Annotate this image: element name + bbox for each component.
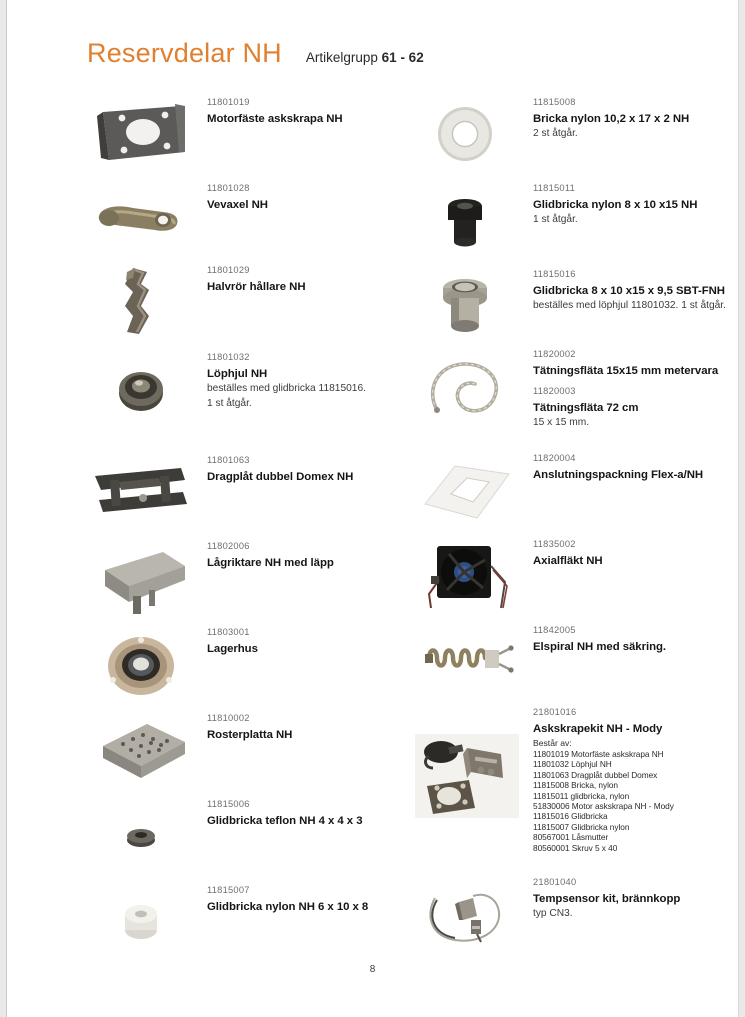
product-text	[207, 264, 412, 294]
article-number: 11801032	[207, 352, 250, 362]
nylon-washer-white-image	[89, 884, 193, 962]
product-text	[207, 712, 412, 742]
article-group-value: 61 - 62	[381, 50, 424, 65]
article-name: Lågriktare NH med läpp	[207, 557, 334, 569]
article-number: 11835002	[533, 539, 576, 549]
article-note: 15 x 15 mm.	[533, 417, 590, 428]
kit-part: 51830006 Motor askskrapa NH - Mody	[533, 801, 674, 812]
kit-part: 11815008 Bricka, nylon	[533, 780, 619, 791]
article-name: Motorfäste askskrapa NH	[207, 113, 343, 125]
sealing-braid-cord-image	[415, 348, 519, 426]
half-pipe-holder-image	[89, 264, 193, 342]
ash-scraper-kit-parts-image	[415, 734, 519, 818]
article-name: Halvrör hållare NH	[207, 281, 306, 293]
article-name: Löphjul NH	[207, 368, 268, 380]
kit-part: 11801019 Motorfäste askskrapa NH	[533, 749, 664, 759]
article-number: 11803001	[207, 627, 250, 637]
kit-parts-list	[533, 749, 738, 853]
product-text	[207, 884, 412, 914]
product-text	[207, 96, 412, 126]
double-drag-plate-image	[89, 454, 193, 532]
metal-bracket-plate-image	[89, 96, 193, 174]
temp-sensor-kit-image	[415, 876, 519, 954]
product-text	[533, 876, 738, 921]
metal-flanged-bushing-image	[415, 268, 519, 346]
connection-gasket-sheet-image	[415, 452, 519, 530]
kit-part: 80560001 Skruv 5 x 40	[533, 842, 618, 853]
article-group	[306, 50, 424, 65]
article-name: Tempsensor kit, brännkopp	[533, 893, 681, 905]
black-nylon-bushing-image	[415, 182, 519, 260]
kit-part: 11815016 Glidbricka	[533, 811, 608, 822]
kit-part: 11815007 Glidbricka nylon	[533, 821, 630, 832]
article-number: 21801016	[533, 707, 577, 717]
article-note: beställes med glidbricka 11815016.	[207, 383, 366, 394]
product-text	[533, 96, 738, 141]
article-number: 11801019	[207, 97, 250, 107]
article-name: Tätningsfläta 72 cm	[533, 402, 639, 414]
product-text	[207, 182, 412, 212]
article-name: Lagerhus	[207, 643, 258, 655]
teflon-washer-small-image	[89, 798, 193, 876]
article-name: Rosterplatta NH	[207, 729, 293, 741]
product-text	[533, 538, 738, 568]
article-name: Glidbricka 8 x 10 x15 x 9,5 SBT-FNH	[533, 285, 725, 297]
running-wheel-image	[89, 351, 193, 429]
article-number: 11815007	[207, 885, 250, 895]
article-number: 11802006	[207, 541, 250, 551]
article-name: Axialfläkt NH	[533, 555, 603, 567]
product-text	[207, 540, 412, 570]
grate-plate-image	[89, 712, 193, 790]
article-note: beställes med löphjul 11801032. 1 st åtgår.	[533, 300, 726, 311]
product-text	[533, 624, 738, 654]
article-name: Tätningsfläta 15x15 mm metervara	[533, 365, 719, 377]
article-number: 11815006	[207, 799, 250, 809]
product-text	[533, 452, 738, 482]
article-name: Vevaxel NH	[207, 199, 268, 211]
article-name: Dragplåt dubbel Domex NH	[207, 471, 354, 483]
article-number: 11810002	[207, 713, 250, 723]
article-number: 11842005	[533, 625, 576, 635]
article-number: 11815008	[533, 97, 576, 107]
page-title: Reservdelar NH	[87, 38, 282, 68]
article-name: Glidbricka nylon 8 x 10 x15 NH	[533, 199, 698, 211]
article-note: typ CN3.	[533, 908, 573, 919]
product-text	[533, 268, 738, 313]
article-note: 2 st åtgår.	[533, 128, 578, 139]
product-text	[533, 706, 738, 853]
article-number: 11815016	[533, 269, 576, 279]
article-name: Glidbricka nylon NH 6 x 10 x 8	[207, 901, 369, 913]
article-name: Elspiral NH med säkring.	[533, 641, 667, 653]
article-number: 11801063	[207, 455, 250, 465]
bearing-housing-image	[89, 626, 193, 704]
page-number: 8	[369, 964, 376, 975]
article-number: 11801029	[207, 265, 250, 275]
flat-nylon-ring-image	[415, 96, 519, 174]
sub-article	[533, 385, 738, 430]
article-number: 21801040	[533, 877, 577, 887]
product-text	[207, 454, 412, 484]
kit-part: 11815011 glidbricka, nylon	[533, 790, 630, 801]
kit-part: 11801063 Dragplåt dubbel Domex	[533, 769, 658, 780]
article-note: 1 st åtgår.	[533, 214, 578, 225]
article-name: Glidbricka teflon NH 4 x 4 x 3	[207, 815, 363, 827]
article-number: 11801028	[207, 183, 250, 193]
crank-shaft-arm-image	[89, 182, 193, 260]
article-name: Bricka nylon 10,2 x 17 x 2 NH	[533, 113, 690, 125]
product-text	[207, 626, 412, 656]
article-name: Askskrapekit NH - Mody	[533, 723, 663, 735]
product-text	[207, 351, 412, 411]
heating-coil-element-image	[415, 624, 519, 702]
article-number: 11815011	[533, 183, 575, 193]
article-group-label: Artikelgrupp	[305, 50, 378, 65]
kit-intro: Består av:	[533, 738, 572, 748]
low-deflector-plate-image	[89, 540, 193, 618]
kit-part: 11801032 Löphjul NH	[533, 759, 612, 770]
article-number: 11820002	[533, 349, 576, 359]
article-number: 11820003	[533, 386, 576, 396]
axial-fan-image	[415, 538, 519, 616]
kit-part: 80567001 Låsmutter	[533, 832, 609, 843]
article-name: Anslutningspackning Flex-a/NH	[533, 469, 704, 481]
article-note: 1 st åtgår.	[207, 398, 252, 409]
product-text	[533, 182, 738, 227]
article-number: 11820004	[533, 453, 576, 463]
product-text	[207, 798, 412, 828]
product-text	[533, 348, 738, 430]
page-header	[87, 38, 424, 69]
catalog-page	[6, 0, 739, 1017]
